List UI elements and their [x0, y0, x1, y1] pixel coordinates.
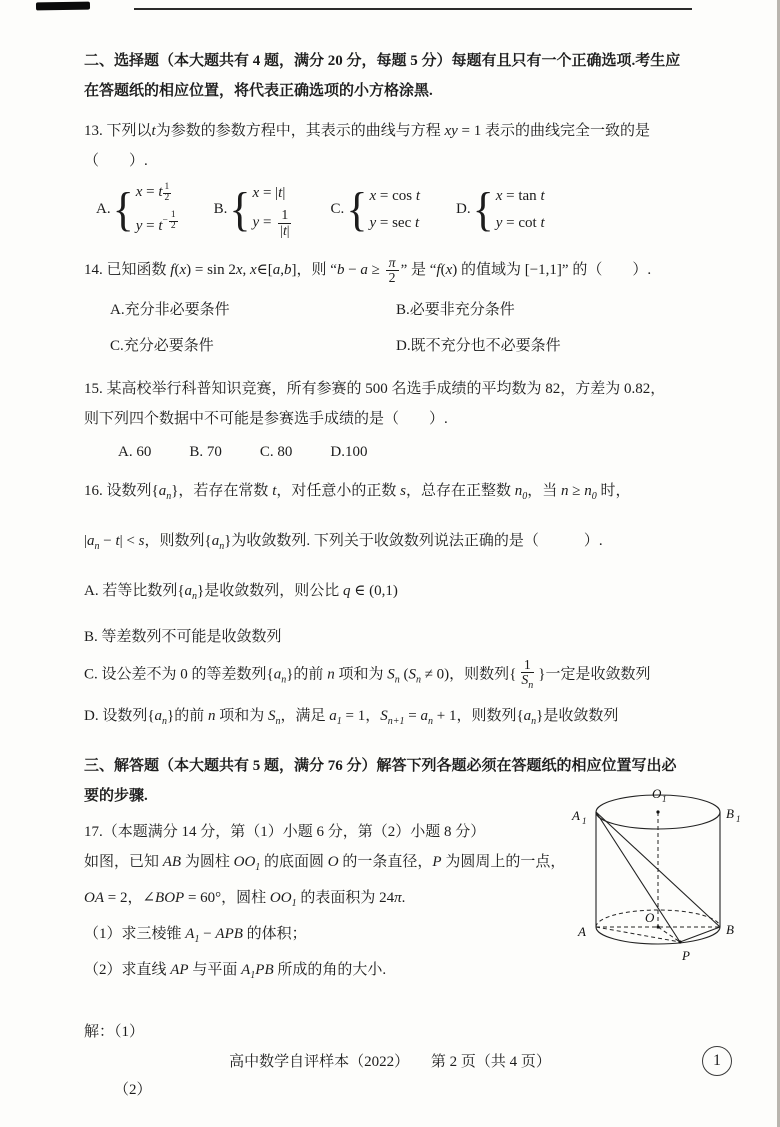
q13-option-d-label: D.	[456, 201, 471, 218]
label-A: A	[578, 924, 586, 939]
q17-item-1: （1）求三棱锥 $A_1$ − APB 的体积；	[84, 926, 307, 946]
label-O: O	[645, 910, 655, 925]
q13-option-c-eq2: y = sec t	[369, 215, 420, 232]
q13-option-b-label: B.	[213, 201, 228, 218]
q13-option-a-eq1: x = t $\frac{1}{2}$	[135, 182, 170, 203]
section2-heading	[84, 46, 732, 106]
q17-solution-part1: 解：（1）	[84, 1024, 145, 1041]
left-brace-icon: {	[229, 182, 251, 236]
cylinder-bottom-front-arc	[596, 927, 720, 944]
label-B1: B	[726, 806, 734, 821]
left-brace-icon: {	[472, 182, 494, 236]
q13-option-b-eq1: x = |t|	[252, 185, 286, 202]
q13-option-d	[456, 180, 545, 239]
q13-option-c	[331, 180, 420, 239]
point-P	[678, 940, 681, 943]
q13-option-d-eq1: x = tan t	[495, 188, 545, 205]
q13-option-d-eq2: y = cot t	[495, 215, 545, 232]
q13-option-a-eq2: y = t − $\frac{1}{2}$	[135, 210, 176, 234]
q17-item-2: （2）求直线 AP 与平面 $A_1PB$ 所成的角的大小.	[84, 962, 387, 982]
q13-stem-continuation: （ ）.	[84, 153, 148, 169]
q14-stem: 14. 已知函数 f(x) = sin 2x, x∈[a,b]，则 “b − a ≥ $\frac{\pi}{2}$ ” 是 “f(x) 的值域为 [−1,1]” 的（ ）.	[84, 254, 652, 286]
label-A1: A	[572, 808, 580, 823]
question-15	[84, 374, 732, 466]
q13-option-a	[96, 180, 178, 239]
point-O	[656, 925, 659, 928]
q14-option-b: B.必要非充分条件	[396, 301, 515, 318]
q17-paragraph-line1: 如图，已知 AB 为圆柱 $OO_1$ 的底面圆 O 的一条直径，P 为圆周上的一点，	[84, 854, 566, 874]
q14-option-d: D.既不充分也不必要条件	[396, 337, 561, 354]
section3-heading-line2: 要的步骤.	[84, 788, 148, 805]
q13-option-b	[214, 180, 295, 239]
q16-option-a: A. 若等比数列$\{a_n\}$是收敛数列，则公比 q ∈ (0,1)	[84, 582, 398, 602]
cylinder-figure	[560, 780, 756, 980]
q16-option-c: C. 设公差不为 0 的等差数列$\{a_n\}$的前 n 项和为 $S_n$ $(S_n \ne 0)$，则数列{ $\frac{1}{S_n}$ }一定是收敛数列	[84, 656, 651, 692]
q13-option-c-label: C.	[330, 201, 345, 218]
chord-A-P	[596, 927, 680, 942]
question-13	[84, 116, 732, 239]
left-brace-icon: {	[346, 182, 368, 236]
page-footer	[0, 1050, 780, 1071]
q13-option-a-label: A.	[96, 201, 111, 218]
label-P: P	[682, 948, 690, 963]
label-A1-sub: 1	[582, 816, 587, 826]
q17-paragraph-line2: OA = 2，∠BOP = 60°，圆柱 $OO_1$ 的表面积为 24π.	[84, 890, 406, 910]
label-B1-sub: 1	[736, 814, 741, 824]
edge-A1-P	[596, 812, 680, 942]
q16-option-b: B. 等差数列不可能是收敛数列	[84, 628, 282, 645]
label-O1: O	[652, 786, 662, 801]
footer-document-title: 高中数学自评样本（2022）	[229, 1054, 410, 1070]
page-number-badge: 1	[702, 1046, 732, 1076]
q15-stem-line1: 15. 某高校举行科普知识竞赛，所有参赛的 500 名选手成绩的平均数为 82，方差为 0.82，	[84, 380, 666, 397]
q17-solution-part2: （2）	[114, 1082, 152, 1099]
scan-artifact-blob	[36, 2, 90, 11]
q13-option-c-eq1: x = cos t	[369, 188, 420, 205]
point-O1	[656, 810, 659, 813]
q13-option-b-eq2: y = $\frac{1}{|t|}$	[252, 207, 290, 238]
section3-heading-line1: 三、解答题（本大题共有 5 题，满分 76 分）解答下列各题必须在答题纸的相应位置写出必	[84, 758, 677, 775]
q13-options	[84, 180, 732, 239]
question-16	[84, 476, 732, 737]
q14-option-a: A.充分非必要条件	[110, 301, 230, 318]
question-14	[84, 255, 732, 360]
q15-options	[84, 438, 732, 466]
label-B: B	[726, 922, 734, 937]
q15-option-c: C. 80	[259, 443, 293, 460]
q15-option-b: B. 70	[189, 443, 222, 460]
q13-stem: 13. 下列以t为参数的参数方程中，其表示的曲线与方程 xy = 1 表示的曲线完全一致的是	[84, 123, 650, 139]
q15-option-d: D.100	[330, 443, 368, 460]
q15-option-a: A. 60	[118, 443, 152, 460]
section2-heading-line2: 在答题纸的相应位置，将代表正确选项的小方格涂黑.	[84, 83, 433, 99]
section2-heading-line1: 二、选择题（本大题共有 4 题，满分 20 分，每题 5 分）每题有且只有一个正确选项.考生应	[84, 53, 681, 69]
q14-option-c: C.充分必要条件	[110, 337, 214, 354]
q16-stem-line2: $|a_n - t| < s$，则数列$\{a_n\}$为收敛数列. 下列关于收敛数列说法正确的是（ ）.	[84, 532, 603, 552]
q15-stem-line2: 则下列四个数据中不可能是参赛选手成绩的是（ ）.	[84, 410, 448, 427]
q17-title: 17.（本题满分 14 分，第（1）小题 6 分，第（2）小题 8 分）	[84, 824, 486, 841]
footer-page-number: 第 2 页（共 4 页）	[430, 1054, 551, 1070]
label-O1-sub: 1	[662, 794, 667, 804]
scan-artifact-line	[134, 8, 692, 10]
q16-stem-line1: 16. 设数列$\{a_n\}$，若存在常数 t，对任意小的正数 s，总存在正整数 $n_0$，当 $n \ge n_0$ 时，	[84, 482, 631, 502]
left-brace-icon: {	[112, 182, 134, 236]
q14-options	[84, 296, 732, 360]
radius-O-P	[658, 927, 680, 942]
q16-option-d: D. 设数列$\{a_n\}$的前 n 项和为 $S_n$，满足 $a_1 = 1$，$S_{n+1} = a_n + 1$，则数列$\{a_n\}$是收敛数列	[84, 708, 619, 728]
